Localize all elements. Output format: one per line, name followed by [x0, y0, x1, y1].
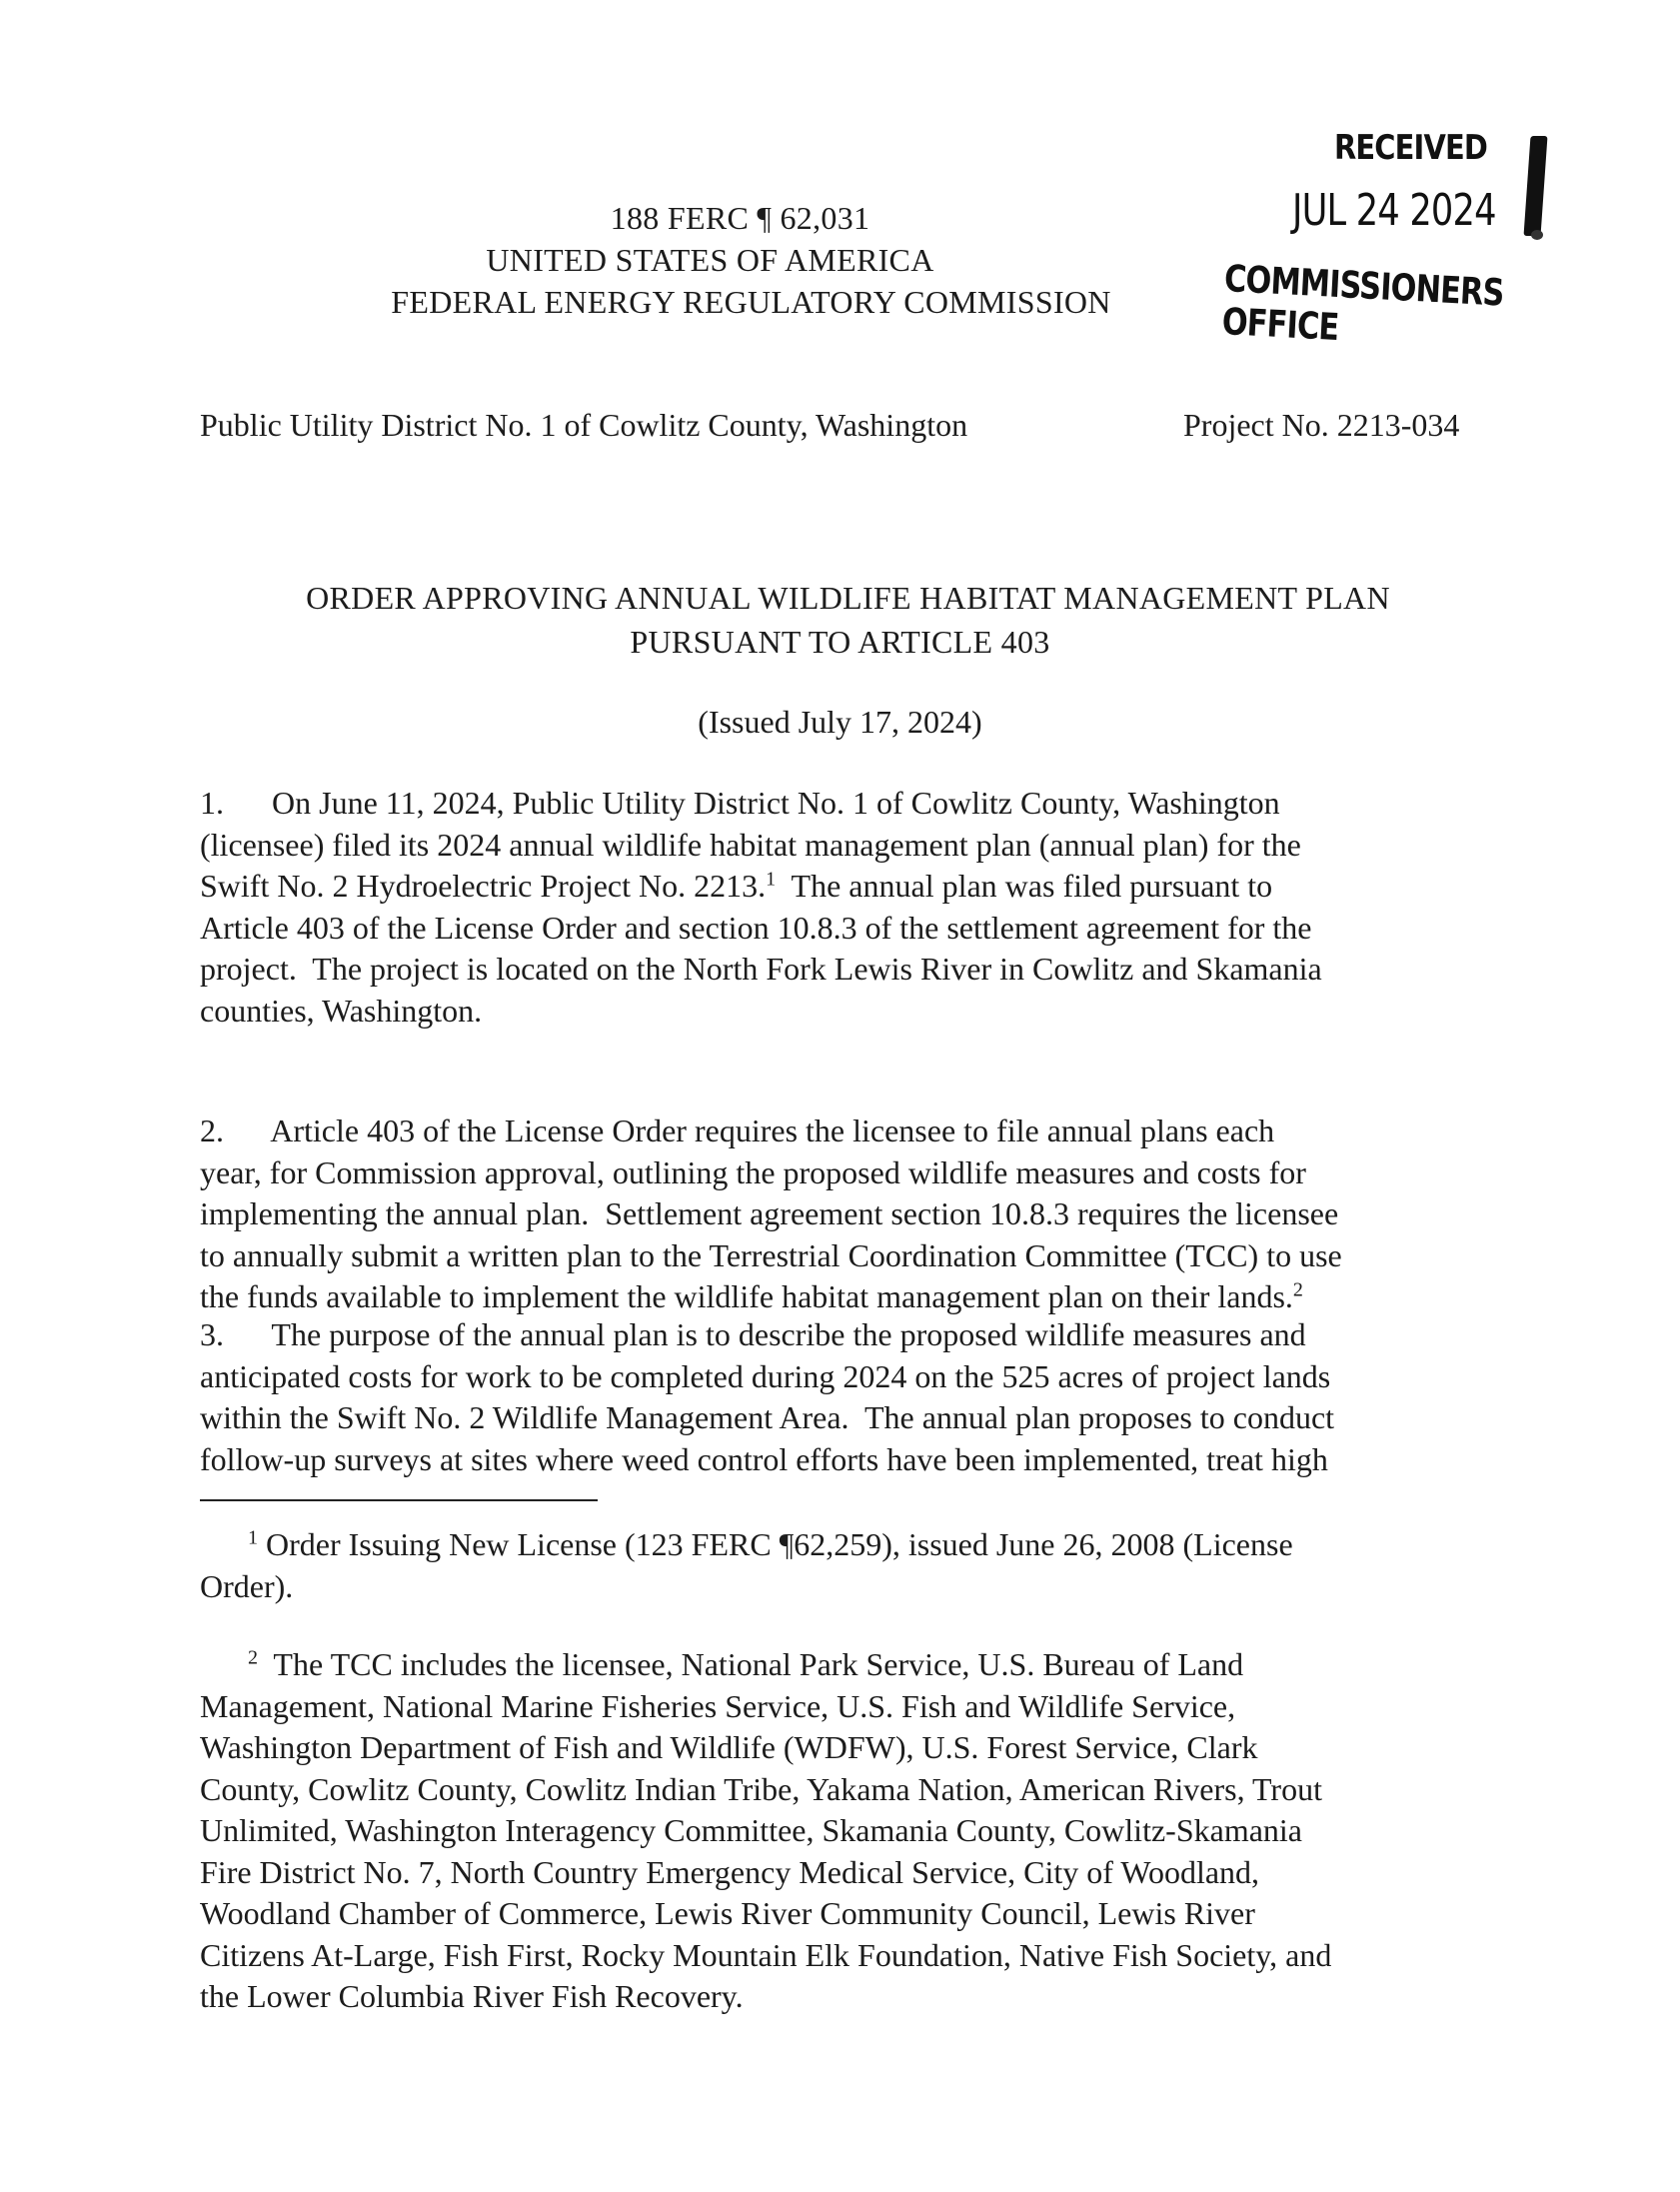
paragraph-line: Swift No. 2 Hydroelectric Project No. 2213.: [200, 868, 767, 904]
footnote-ref-2[interactable]: 2: [1292, 1278, 1303, 1301]
footnote-line: Citizens At-Large, Fish First, Rocky Mountain Elk Foundation, Native Fish Society, and: [200, 1936, 1332, 1973]
paragraph-line: counties, Washington.: [200, 992, 483, 1029]
paragraph-line: anticipated costs for work to be completed during 2024 on the 525 acres of project lands: [200, 1357, 1331, 1394]
paragraph-2: [200, 1110, 1479, 1318]
paragraph-line: (licensee) filed its 2024 annual wildlife habitat management plan (annual plan) for the: [200, 826, 1301, 863]
order-title-line-1: ORDER APPROVING ANNUAL WILDLIFE HABITAT MANAGEMENT PLAN: [306, 580, 1390, 616]
footnote-line: Management, National Marine Fisheries Service, U.S. Fish and Wildlife Service,: [200, 1687, 1236, 1724]
paragraph-line: within the Swift No. 2 Wildlife Management Area. The annual plan proposes to conduct: [200, 1399, 1335, 1435]
footnote-mark: 2: [248, 1646, 258, 1669]
paragraph-line: year, for Commission approval, outlining the proposed wildlife measures and costs for: [200, 1153, 1306, 1190]
paragraph-line: Article 403 of the License Order and section 10.8.3 of the settlement agreement for the: [200, 909, 1312, 946]
party-name: Public Utility District No. 1 of Cowlitz County, Washington: [200, 407, 968, 443]
paragraph-line: 2. Article 403 of the License Order requires the licensee to file annual plans each: [200, 1112, 1275, 1148]
footnote-2: [200, 1644, 1489, 2018]
paragraph-line: 3. The purpose of the annual plan is to describe the proposed wildlife measures and: [200, 1316, 1306, 1352]
footnote-line: Washington Department of Fish and Wildlife (WDFW), U.S. Forest Service, Clark: [200, 1729, 1258, 1765]
order-title-line-2: PURSUANT TO ARTICLE 403: [630, 624, 1050, 660]
footnote-line: the Lower Columbia River Fish Recovery.: [200, 1978, 744, 2014]
issued-date: (Issued July 17, 2024): [698, 704, 982, 740]
paragraph-line: implementing the annual plan. Settlement agreement section 10.8.3 requires the licensee: [200, 1195, 1339, 1231]
paragraph-line: the funds available to implement the wildlife habitat management plan on their lands.: [200, 1278, 1293, 1314]
paragraph-line: to annually submit a written plan to the Terrestrial Coordination Committee (TCC) to use: [200, 1236, 1342, 1273]
paragraph-line: follow-up surveys at sites where weed control efforts have been implemented, treat high: [200, 1440, 1328, 1477]
country-heading: UNITED STATES OF AMERICA: [486, 242, 934, 278]
paragraph-line: The annual plan was filed pursuant to: [776, 868, 1273, 904]
footnote-ref-1[interactable]: 1: [766, 868, 777, 891]
received-stamp-label: RECEIVED: [1334, 128, 1487, 168]
agency-heading: FEDERAL ENERGY REGULATORY COMMISSION: [391, 284, 1111, 320]
footnote-line: County, Cowlitz County, Cowlitz Indian Tribe, Yakama Nation, American Rivers, Trout: [200, 1770, 1322, 1807]
footnote-line: Order).: [200, 1567, 294, 1604]
footnote-line: Fire District No. 7, North Country Emergency Medical Service, City of Woodland,: [200, 1853, 1260, 1890]
footnote-line: Order Issuing New License (123 FERC ¶62,259), issued June 26, 2008 (License: [258, 1526, 1293, 1562]
footnote-line: The TCC includes the licensee, National Park Service, U.S. Bureau of Land: [258, 1646, 1244, 1682]
received-stamp-office: COMMISSIONERS OFFICE: [1220, 257, 1505, 350]
paragraph-3: [200, 1314, 1479, 1480]
ferc-citation: 188 FERC ¶ 62,031: [610, 200, 870, 236]
paragraph-line: 1. On June 11, 2024, Public Utility District No. 1 of Cowlitz County, Washington: [200, 785, 1280, 821]
footnote-mark: 1: [248, 1526, 258, 1549]
project-number: Project No. 2213-034: [1183, 407, 1460, 443]
paragraph-1: [200, 783, 1479, 1032]
paragraph-line: project. The project is located on the North Fork Lewis River in Cowlitz and Skamania: [200, 951, 1322, 987]
footnote-line: Woodland Chamber of Commerce, Lewis River Community Council, Lewis River: [200, 1895, 1255, 1931]
received-stamp-date: JUL 24 2024: [1292, 185, 1496, 236]
footnote-divider: [200, 1499, 598, 1501]
footnote-1: [200, 1524, 1489, 1607]
footnote-line: Unlimited, Washington Interagency Committee, Skamania County, Cowlitz-Skamania: [200, 1812, 1302, 1848]
